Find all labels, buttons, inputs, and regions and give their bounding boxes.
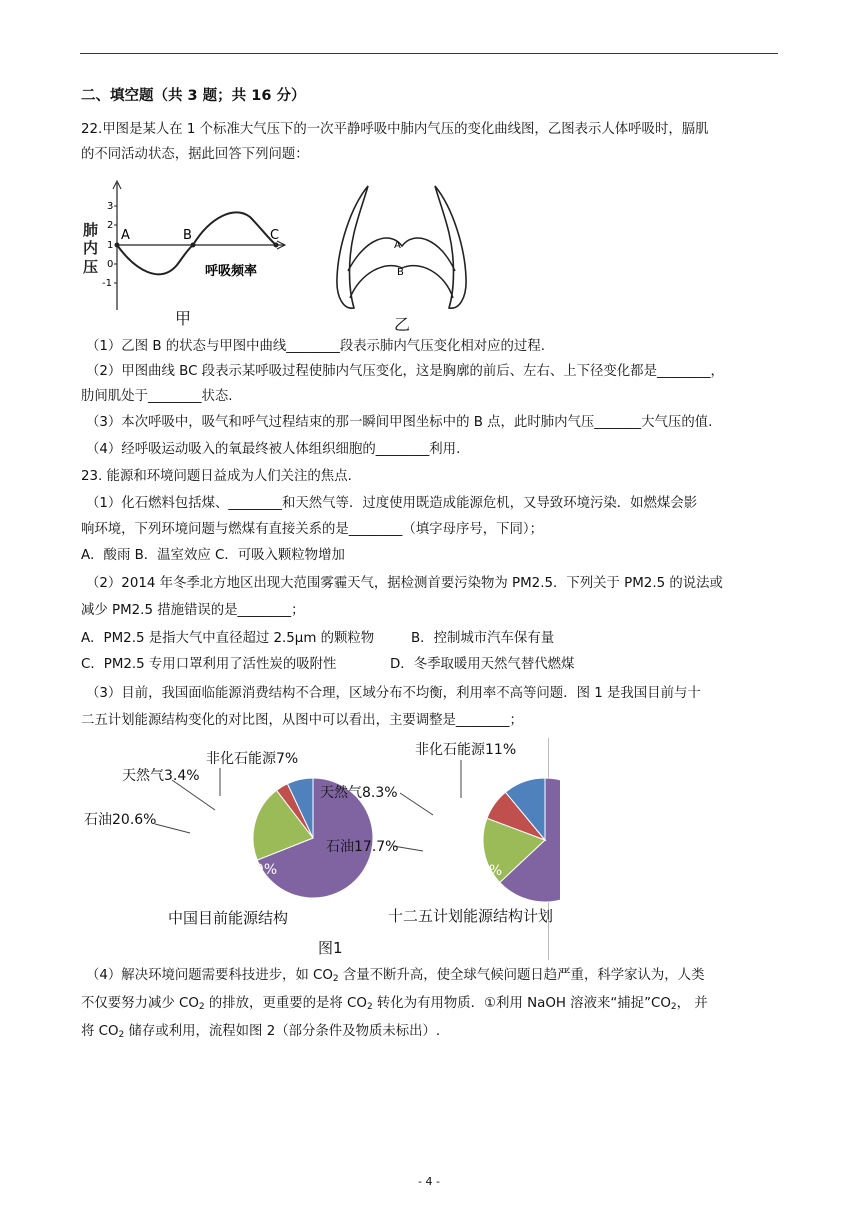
pie1-label-3: 非化石能源7% — [206, 751, 299, 767]
ytick-1: 1 — [107, 240, 114, 251]
pie2-label-3: 非化石能源11% — [415, 742, 517, 758]
yi-label-a: A — [394, 240, 401, 251]
q23-part4-line3: 将 $CO_2$ 储存或利用，流程如图 2（部分条件及物质未标出）. — [81, 1024, 441, 1040]
ylabel-char-2: 内 — [83, 239, 99, 257]
q23-part1-options: A．酸雨 B．温室效应 C．可吸入颗粒物增加 — [81, 548, 345, 563]
q23-option-d: D．冬季取暖用天然气替代燃煤 — [390, 657, 575, 672]
q23-part3-line1: （3）目前，我国面临能源消费结构不合理，区域分布不均衡，利用率不高等问题．图 1 是我国目前与十 — [86, 686, 701, 701]
q23-stem: 23. 能源和环境问题日益成为人们关注的焦点. — [81, 469, 352, 484]
pie1-label-2: 天然气3.4% — [122, 768, 200, 784]
q22-part4: （4）经呼吸运动吸入的氧最终被人体组织细胞的________利用. — [86, 442, 461, 457]
ylabel-char-3: 压 — [83, 258, 99, 276]
pie2-label-0: 煤炭63% — [443, 863, 503, 879]
ytick-2: 2 — [107, 220, 114, 231]
section-title: 二、填空题（共 3 题；共 16 分） — [81, 88, 306, 104]
q22-part1: （1）乙图 B 的状态与甲图中曲线________段表示肺内气压变化相对应的过程. — [86, 339, 545, 354]
q23-part2-line1: （2）2014 年冬季北方地区出现大范围雾霾天气，据检测首要污染物为 PM2.5．下列关于 PM2.5 的说法或 — [86, 576, 723, 591]
q23-part1-line2: 响环境，下列环境问题与燃煤有直接关系的是________（填字母序号，下同）； — [81, 522, 543, 537]
xlabel: 呼吸频率 — [205, 264, 258, 279]
pie1-title: 中国目前能源结构 — [168, 909, 289, 927]
page-number: - 4 - — [418, 1175, 440, 1188]
yi-label-b: B — [397, 267, 404, 278]
ytick-3: 3 — [107, 201, 114, 212]
q22-part2-line2: 肋间肌处于________状态. — [81, 389, 233, 404]
pie2-title: 十二五计划能源结构计划 — [388, 907, 554, 925]
ylabel-char-1: 肺 — [83, 221, 99, 239]
q22-stem-line1: 22.甲图是某人在 1 个标准大气压下的一次平静呼吸中肺内气压的变化曲线图，乙图表示人体呼吸时，膈肌 — [81, 122, 709, 137]
point-a-label: A — [121, 228, 130, 243]
q22-part2-line1: （2）甲图曲线 BC 段表示某呼吸过程使肺内气压变化，这是胸廓的前后、左右、上下径变化都是________， — [86, 364, 724, 379]
figure1-caption: 图1 — [318, 939, 343, 957]
q22-part3: （3）本次呼吸中，吸气和呼气过程结束的那一瞬间甲图坐标中的 B 点，此时肺内气压_______大气压的值. — [86, 415, 713, 430]
q23-part4-line1: （4）解决环境问题需要科技进步，如 $CO_2$ 含量不断升高，使全球气候问题日趋严重，科学家认为，人类 — [86, 968, 705, 984]
figure-jia-caption: 甲 — [175, 309, 192, 328]
q23-part3-line2: 二五计划能源结构变化的对比图，从图中可以看出，主要调整是________； — [81, 713, 523, 728]
q23-option-b: B．控制城市汽车保有量 — [411, 631, 555, 646]
pie1-label-0: 煤炭69% — [218, 862, 278, 878]
point-b-label: B — [183, 228, 192, 243]
ytick-neg1: -1 — [102, 278, 112, 289]
point-c-label: C — [270, 228, 280, 243]
q23-part1-line1: （1）化石燃料包括煤、________和天然气等．过度使用既造成能源危机，又导致环境污染．如燃煤会影 — [86, 496, 698, 511]
figure-yi-caption: 乙 — [394, 315, 411, 334]
pie1-leader-2 — [172, 780, 215, 810]
ytick-0: 0 — [107, 259, 114, 270]
q23-part4-line2: 不仅要努力减少 $CO_2$ 的排放，更重要的是将 $CO_2$ 转化为有用物质．①利用 NaOH 溶液来“捕捉$”CO_2$， 并 — [81, 996, 708, 1012]
pie2-leader-2 — [400, 793, 433, 815]
figure-jia — [80, 175, 290, 325]
pie1-leader-1 — [155, 824, 190, 833]
q23-option-c: C．PM2.5 专用口罩利用了活性炭的吸附性 — [81, 657, 337, 672]
q22-stem-line2: 的不同活动状态，据此回答下列问题： — [81, 147, 309, 162]
header-rule — [80, 53, 778, 54]
q23-part2-line2: 减少 PM2.5 措施错误的是________； — [81, 603, 305, 618]
pie2-label-1: 石油17.7% — [326, 839, 399, 855]
figure1-pie-charts — [80, 738, 560, 963]
pie2-label-2: 天然气8.3% — [320, 785, 398, 801]
q23-option-a: A．PM2.5 是指大气中直径超过 2.5μm 的颗粒物 — [81, 631, 375, 646]
figure-yi — [330, 178, 475, 318]
pie1-label-1: 石油20.6% — [84, 812, 157, 828]
